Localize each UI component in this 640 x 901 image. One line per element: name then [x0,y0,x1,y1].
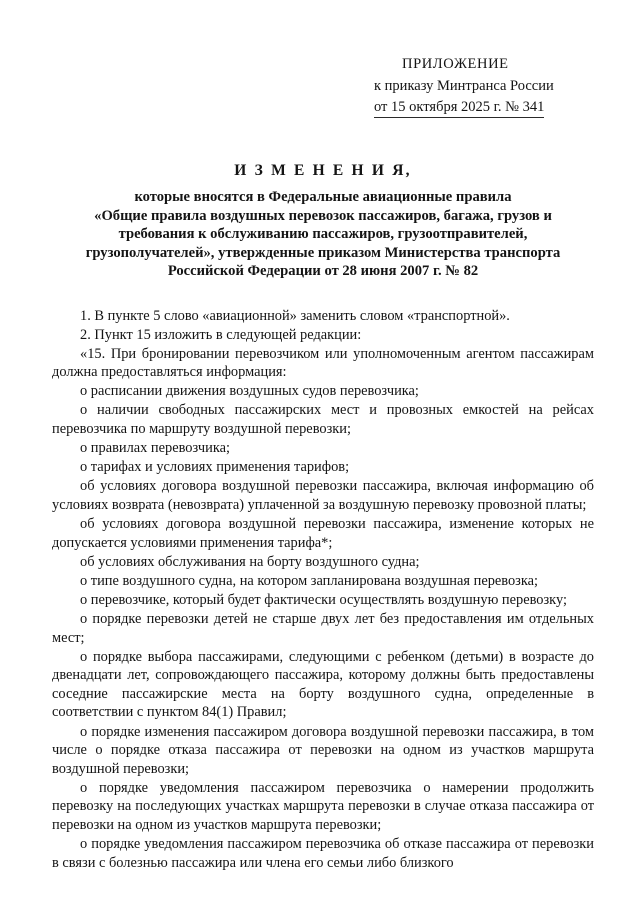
paragraph: 1. В пункте 5 слово «авиационной» заменить словом «транспортной». [80,307,510,324]
appendix-label: ПРИЛОЖЕНИЕ [402,56,509,72]
paragraph: об условиях обслуживания на борту воздушного судна; [80,553,420,570]
document-title: И З М Е Н Е Н И Я, [234,162,412,179]
subtitle-line-1: которые вносятся в Федеральные авиационные правила [134,189,512,205]
paragraph: о наличии свободных пассажирских мест и провозных емкостей на рейсах перевозчика по маршруту воздушной перевозки; [52,402,594,438]
paragraph: об условиях договора воздушной перевозки пассажира, изменение которых не допускается условиями применения тарифа*; [52,516,594,551]
document-subtitle [52,188,594,281]
subtitle-line-3: требования к обслуживанию пассажиров, грузоотправителей, [118,226,528,242]
paragraph: о типе воздушного судна, на котором запланирована воздушная перевозка; [80,572,539,589]
paragraph: о порядке изменения пассажиром договора воздушной перевозки пассажира, в том числе о порядке отказа пассажира от перевозки на одном из участков маршрута воздушной перевозки; [52,723,594,777]
order-line: к приказу Минтранса России [374,78,554,94]
paragraph: о тарифах и условиях применения тарифов; [80,459,350,476]
subtitle-line-4: грузополучателей», утвержденные приказом Министерства транспорта [85,244,561,261]
document-header [374,56,624,118]
paragraph: об условиях договора воздушной перевозки пассажира, включая информацию об условиях возврата (невозврата) уплаченной за воздушную перевозку провозной платы; [52,478,594,513]
subtitle-line-5: Российской Федерации от 28 июня 2007 г. № 82 [167,263,479,279]
paragraph: о перевозчике, который будет фактически осуществлять воздушную перевозку; [80,591,567,608]
paragraph: о правилах перевозчика; [80,440,230,457]
paragraph: о расписании движения воздушных судов перевозчика; [80,383,419,400]
paragraph: о порядке уведомления пассажиром перевозчика о намерении продолжить перевозку на последующих участках маршрута перевозки в случае отказа пассажира от перевозки на одном из участков маршрута перевозки; [52,779,594,834]
paragraph: 2. Пункт 15 изложить в следующей редакции: [80,326,362,343]
order-date-number: от 15 октября 2025 г. № 341 [374,99,544,118]
document-body [52,307,594,873]
paragraph: о порядке уведомления пассажиром перевозчика об отказе пассажира от перевозки в связи с болезнью пассажира или члена его семьи либо близкого [52,836,594,871]
title-block [52,162,594,281]
paragraph: о порядке выбора пассажирами, следующими с ребенком (детьми) в возрасте до двенадцати лет, сопровождающего пассажира, которому должны быть предоставлены соседние пассажирские места на борту воздушного судна, определенные в соответствии с пунктом 84(1) Правил; [52,648,594,721]
paragraph: «15. При бронировании перевозчиком или уполномоченным агентом пассажирам должна предоставляться информация: [52,345,594,381]
paragraph: о порядке перевозки детей не старше двух лет без предоставления им отдельных мест; [52,611,594,646]
subtitle-line-2: «Общие правила воздушных перевозок пассажиров, багажа, грузов и [94,207,552,224]
